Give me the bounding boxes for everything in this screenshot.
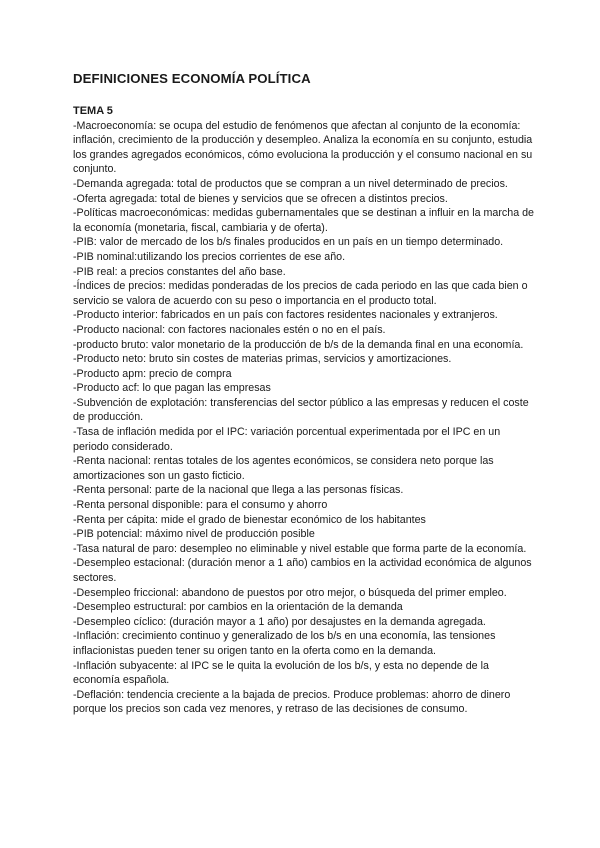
definition-pib-nominal: -PIB nominal:utilizando los precios corrientes de ese año. <box>73 250 346 263</box>
definition-producto-bruto: -producto bruto: valor monetario de la producción de b/s de la demanda final en una economía. <box>73 338 524 351</box>
definition-politicas-macroeconomicas: -Políticas macroeconómicas: medidas gubernamentales que se destinan a influir en la marcha de la economía (monetaria, fiscal, cambiaria y de oferta). <box>73 207 534 234</box>
definition-tasa-natural-de-paro: -Tasa natural de paro: desempleo no eliminable y nivel estable que forma parte de la economía. <box>73 542 527 555</box>
definition-renta-per-capita: -Renta per cápita: mide el grado de bienestar económico de los habitantes <box>73 513 426 526</box>
definition-inflacion-subyacente: -Inflación subyacente: al IPC se le quita la evolución de los b/s, y esta no depende de la economía española. <box>73 659 489 687</box>
definition-pib: -PIB: valor de mercado de los b/s finales producidos en un país en un tiempo determinado. <box>73 236 504 249</box>
document-page <box>73 70 538 717</box>
definition-deflacion: -Deflación: tendencia creciente a la bajada de precios. Produce problemas: ahorro de dinero porque los precios son cada vez menores, y retraso de las decisiones de consumo. <box>73 688 511 716</box>
definition-producto-interior: -Producto interior: fabricados en un país con factores residentes nacionales y extranjeros. <box>73 309 498 322</box>
definition-renta-nacional: -Renta nacional: rentas totales de los agentes económicos, se considera neto porque las amortizaciones son un gasto ficticio. <box>73 455 494 482</box>
definition-tasa-de-inflacion: -Tasa de inflación medida por el IPC: variación porcentual experimentada por el IPC en un periodo considerado. <box>73 426 501 453</box>
definition-list <box>73 119 538 717</box>
definition-oferta-agregada: -Oferta agregada: total de bienes y servicios que se ofrecen a distintos precios. <box>73 192 448 205</box>
definition-inflacion: -Inflación: crecimiento continuo y generalizado de los b/s en una economía, las tensiones inflacionistas pueden tener su origen tanto en la oferta como en la demanda. <box>73 630 496 657</box>
definition-pib-potencial: -PIB potencial: máximo nivel de producción posible <box>73 528 315 541</box>
definition-renta-personal-disponible: -Renta personal disponible: para el consumo y ahorro <box>73 499 328 512</box>
document-title: DEFINICIONES ECONOMÍA POLÍTICA <box>73 71 311 86</box>
section-title: TEMA 5 <box>73 105 113 117</box>
definition-desempleo-friccional: -Desempleo friccional: abandono de puestos por otro mejor, o búsqueda del primer empleo. <box>73 586 507 599</box>
definition-subvencion-de-explotacion: -Subvención de explotación: transferencias del sector público a las empresas y reducen el coste de producción. <box>73 396 529 424</box>
definition-producto-nacional: -Producto nacional: con factores nacionales estén o no en el país. <box>73 323 386 336</box>
definition-indices-de-precios: -Índices de precios: medidas ponderadas de los precios de cada periodo en las que cada bien o servicio se valora de acuerdo con su peso o importancia en el producto total. <box>73 280 528 307</box>
definition-producto-neto: -Producto neto: bruto sin costes de materias primas, servicios y amortizaciones. <box>73 353 452 366</box>
definition-macroeconomia: -Macroeconomía: se ocupa del estudio de fenómenos que afectan al conjunto de la economía: inflación, crecimiento de la producción y desempleo. Analiza la economía en su conjunto, estudia los grandes agregados económicos, cómo evoluciona la producción y el consumo nacional en su conjunto. <box>73 119 533 176</box>
definition-producto-apm: -Producto apm: precio de compra <box>73 367 232 380</box>
definition-demanda-agregada: -Demanda agregada: total de productos que se compran a un nivel determinado de precios. <box>73 177 508 190</box>
definition-pib-real: -PIB real: a precios constantes del año base. <box>73 265 286 278</box>
definition-desempleo-estructural: -Desempleo estructural: por cambios en la orientación de la demanda <box>73 601 403 614</box>
definition-producto-acf: -Producto acf: lo que pagan las empresas <box>73 382 271 395</box>
definition-desempleo-ciclico: -Desempleo cíclico: (duración mayor a 1 año) por desajustes en la demanda agregada. <box>73 615 486 628</box>
definition-renta-personal: -Renta personal: parte de la nacional que llega a las personas físicas. <box>73 484 404 497</box>
definition-desempleo-estacional: -Desempleo estacional: (duración menor a 1 año) cambios en la actividad económica de algunos sectores. <box>73 557 532 584</box>
